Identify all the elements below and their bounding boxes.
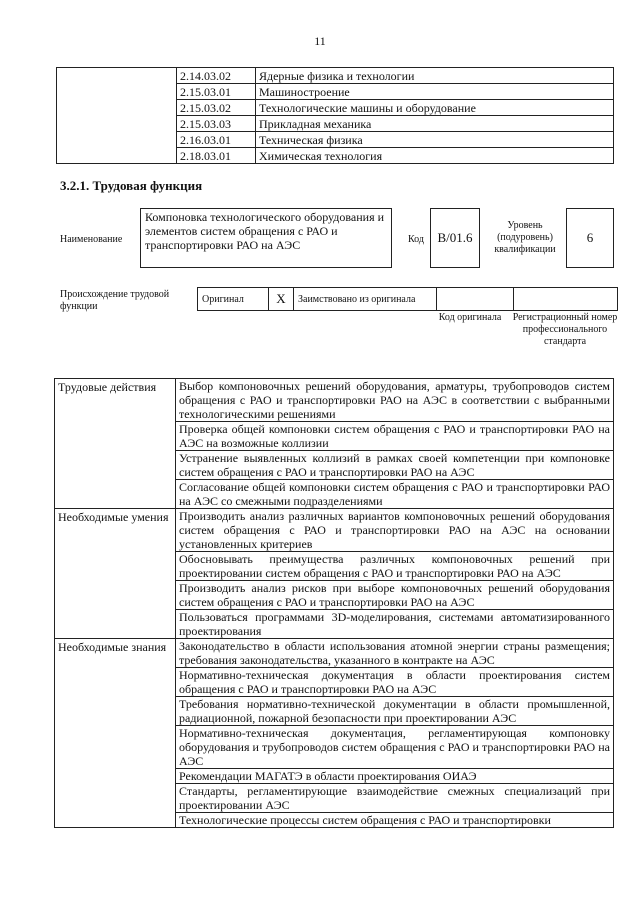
qualification-level-box: 6 — [566, 208, 614, 268]
codes-table-row — [57, 116, 614, 132]
borrowed-label: Заимствовано из оригинала — [294, 288, 437, 311]
required-skills-item: Производить анализ различных вариантов компоновочных решений оборудования систем обращения с РАО и транспортировки РАО на АЭС на основании установленных критериев — [176, 509, 614, 552]
codes-table-row — [57, 100, 614, 116]
required-knowledge-item: Рекомендации МАГАТЭ в области проектирования ОИАЭ — [176, 769, 614, 784]
education-name: Технологические машины и оборудование — [256, 100, 614, 116]
codes-blank-cell — [57, 116, 177, 132]
labor-actions-item: Устранение выявленных коллизий в рамках своей компетенции при компоновке систем обращения с РАО и транспортировки РАО на АЭС — [176, 451, 614, 480]
education-code: 2.15.03.02 — [177, 100, 256, 116]
function-name-box: Компоновка технологического оборудования и элементов систем обращения с РАО и транспортировки РАО на АЭС — [140, 208, 392, 268]
original-mark: X — [269, 288, 294, 311]
section-title: 3.2.1. Трудовая функция — [60, 178, 203, 193]
required-knowledge-item: Технологические процессы систем обращения с РАО и транспортировки — [176, 813, 614, 828]
codes-blank-cell — [57, 132, 177, 148]
labor-actions-item: Выбор компоновочных решений оборудования, арматуры, трубопроводов систем обращения с РАО и транспортировки РАО на АЭС в соответствии с выбранными технологическими решениями — [176, 379, 614, 422]
required-knowledge-item: Нормативно-техническая документация, регламентирующая компоновку оборудования и трубопроводов систем обращения с РАО и транспортировки РАО на АЭС — [176, 726, 614, 769]
required-knowledge-item: Требования нормативно-технической документации в области промышленной, радиационной, пожарной безопасности при проектировании АЭС — [176, 697, 614, 726]
education-name: Прикладная механика — [256, 116, 614, 132]
required-skills-item: Производить анализ рисков при выборе компоновочных решений оборудования систем обращения с РАО и транспортировки РАО на АЭС — [176, 581, 614, 610]
labor-actions-row — [55, 379, 614, 422]
codes-blank-cell — [57, 148, 177, 164]
education-name: Ядерные физика и технологии — [256, 68, 614, 84]
original-code-cell — [437, 288, 514, 311]
education-code: 2.14.03.02 — [177, 68, 256, 84]
required-knowledge-item: Нормативно-техническая документация в области проектирования систем обращения с РАО и транспортировки РАО на АЭС — [176, 668, 614, 697]
labor-function-table — [54, 378, 614, 828]
education-name: Химическая технология — [256, 148, 614, 164]
qualification-level-label: Уровень (подуровень) квалификации — [494, 220, 556, 255]
code-caption: Код оригинала — [438, 312, 502, 323]
origin-label: Происхождение трудовой функции — [60, 289, 170, 312]
required-knowledge-item: Стандарты, регламентирующие взаимодействие смежных специализаций при проектировании АЭС — [176, 784, 614, 813]
education-codes-table — [56, 67, 614, 164]
registration-caption: Регистрационный номер профессионального стандарта — [512, 312, 618, 347]
registration-number-cell — [514, 288, 618, 311]
page-number: 11 — [314, 34, 326, 48]
original-label: Оригинал — [198, 288, 269, 311]
labor-actions-item: Согласование общей компоновки систем обращения с РАО и транспортировки РАО на АЭС со смежными подразделениями — [176, 480, 614, 509]
education-name: Техническая физика — [256, 132, 614, 148]
codes-table-row — [57, 132, 614, 148]
required-skills-item: Пользоваться программами 3D-моделирования, системами автоматизированного проектирования — [176, 610, 614, 639]
origin-table — [197, 287, 618, 311]
education-code: 2.15.03.03 — [177, 116, 256, 132]
codes-blank-cell — [57, 84, 177, 100]
codes-table-row — [57, 84, 614, 100]
codes-blank-cell — [57, 100, 177, 116]
required-knowledge-item: Законодательство в области использования атомной энергии страны размещения; требования законодательства, указанного в контракте на АЭС — [176, 639, 614, 668]
required-skills-heading: Необходимые умения — [55, 509, 176, 639]
codes-table-row — [57, 68, 614, 84]
labor-actions-heading: Трудовые действия — [55, 379, 176, 509]
required-knowledge-heading: Необходимые знания — [55, 639, 176, 828]
function-code-box: B/01.6 — [430, 208, 480, 268]
name-label: Наименование — [60, 234, 123, 245]
required-knowledge-row — [55, 639, 614, 668]
labor-actions-item: Проверка общей компоновки систем обращения с РАО и транспортировки РАО на АЭС на возможные коллизии — [176, 422, 614, 451]
required-skills-row — [55, 509, 614, 552]
education-code: 2.18.03.01 — [177, 148, 256, 164]
education-code: 2.16.03.01 — [177, 132, 256, 148]
required-skills-item: Обосновывать преимущества различных компоновочных решений при проектировании систем обращения с РАО и транспортировки РАО на АЭС — [176, 552, 614, 581]
codes-blank-cell — [57, 68, 177, 84]
education-code: 2.15.03.01 — [177, 84, 256, 100]
code-label: Код — [408, 234, 424, 245]
education-name: Машиностроение — [256, 84, 614, 100]
codes-table-row — [57, 148, 614, 164]
